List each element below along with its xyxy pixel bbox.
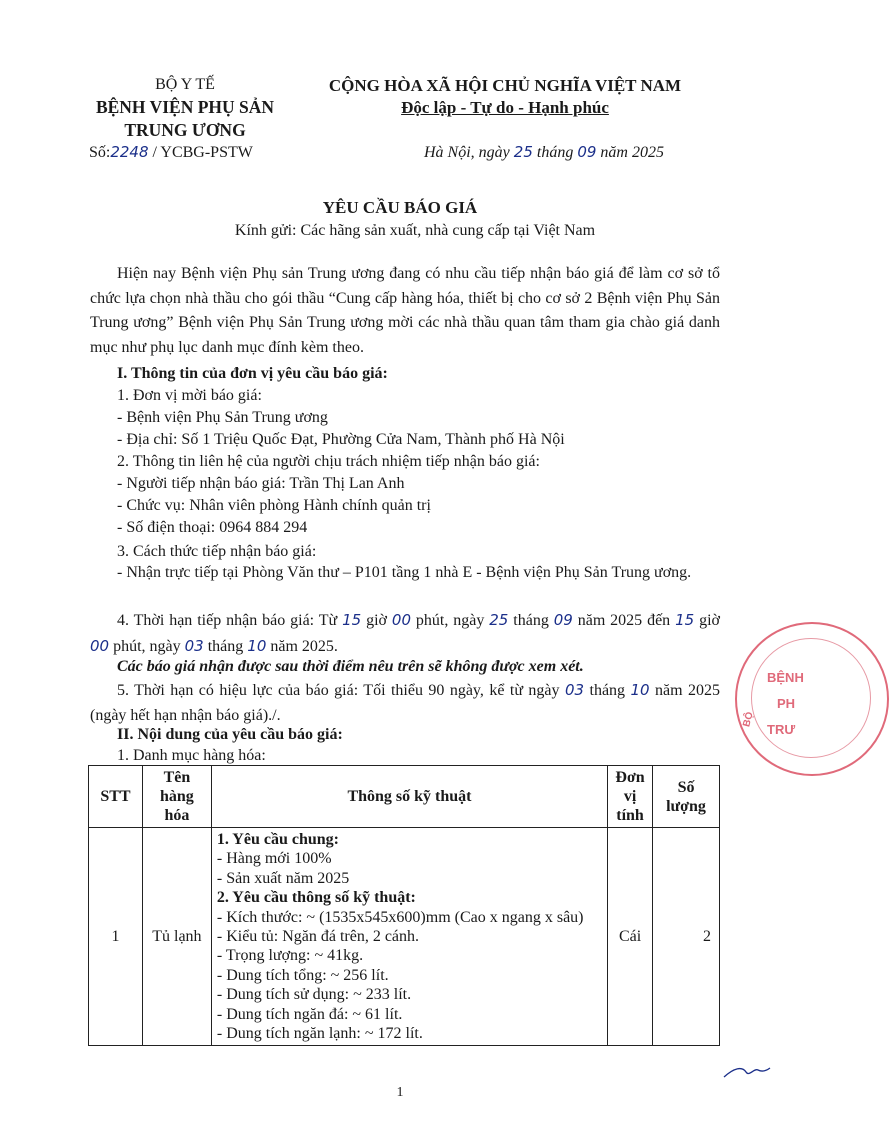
date-prefix: Hà Nội, ngày [424, 144, 510, 161]
validity-text-3: năm [655, 682, 683, 699]
header-unit: Đơn vị tính [608, 766, 653, 828]
doc-no-suffix: / YCBG-PSTW [152, 144, 253, 161]
deadline-text-1: 4. Thời hạn tiếp nhận báo giá: Từ [117, 612, 338, 629]
table-row [89, 828, 720, 1046]
ministry-name: BỘ Y TẾ [155, 76, 215, 93]
date-month-label: tháng [536, 144, 574, 161]
deadline-text-9: năm 2025. [270, 637, 338, 655]
date-day-handwritten: 25 [513, 143, 533, 161]
date-month-handwritten: 09 [577, 143, 597, 161]
spec-tech-5: - Dung tích sử dụng: ~ 233 lít. [216, 986, 412, 1004]
header-spec: Thông số kỹ thuật [211, 766, 607, 828]
doc-no-handwritten: 2248 [110, 143, 149, 161]
stamp-text-4: BỘ [741, 710, 756, 729]
validity-text-4: 2025 (ngày hết hạn nhận báo giá)./. [90, 682, 720, 724]
deadline-minute-start: 00 [391, 611, 411, 629]
late-quote-note: Các báo giá nhận được sau thời điểm nêu trên sẽ không được xem xét. [117, 658, 584, 675]
unit-name: - Bệnh viện Phụ Sản Trung ương [117, 409, 328, 426]
country-name: CỘNG HÒA XÃ HỘI CHỦ NGHĨA VIỆT NAM [328, 76, 682, 95]
header-name: Tên hàng hóa [142, 766, 211, 828]
quote-validity [90, 678, 720, 728]
stamp-text-1: BỆNH [767, 670, 804, 685]
spec-tech-6: - Dung tích ngăn đá: ~ 61 lít. [216, 1005, 403, 1023]
header-qty: Số lượng [653, 766, 720, 828]
row-qty: 2 [653, 828, 720, 1046]
spec-general-1: - Hàng mới 100% [216, 850, 332, 868]
deadline-hour-start: 15 [342, 611, 362, 629]
deadline-day-end: 03 [184, 636, 204, 655]
spec-general-2: - Sản xuất năm 2025 [216, 869, 350, 887]
page-number: 1 [396, 1085, 404, 1100]
section1-item1: 1. Đơn vị mời báo giá: [117, 387, 262, 404]
deadline-day-start: 25 [489, 611, 509, 629]
validity-day: 03 [564, 681, 585, 699]
spec-tech-4: - Dung tích tổng: ~ 256 lít. [216, 966, 389, 984]
validity-month: 10 [630, 681, 650, 699]
deadline-text-7: phút, ngày [113, 637, 181, 655]
deadline-month-start: 09 [553, 611, 573, 629]
deadline-text-2: giờ [366, 612, 387, 629]
hospital-name-line1: BỆNH VIỆN PHỤ SẢN [95, 97, 275, 117]
table-header-row [89, 766, 720, 828]
deadline-text-3: phút, ngày [415, 612, 485, 629]
receiver-position: - Chức vụ: Nhân viên phòng Hành chính quản trị [117, 497, 431, 514]
spec-tech-2: - Kiểu tủ: Ngăn đá trên, 2 cánh. [216, 928, 420, 946]
hospital-name-line2: TRUNG ƯƠNG [124, 120, 246, 140]
recipient-line: Kính gửi: Các hãng sản xuất, nhà cung cấp tại Việt Nam [234, 222, 596, 239]
motto-text: Độc lập - Tự do - Hạnh phúc [401, 98, 609, 117]
validity-text-1: 5. Thời hạn có hiệu lực của báo giá: Tối thiểu 90 ngày, kể từ ngày [117, 682, 560, 699]
header-stt: STT [89, 766, 143, 828]
national-motto [320, 98, 690, 118]
deadline-hour-end: 15 [675, 611, 695, 629]
stamp-text-3: TRƯ [767, 722, 796, 737]
section2-item1: 1. Danh mục hàng hóa: [117, 747, 266, 764]
deadline-text-5: năm 2025 đến [577, 612, 671, 629]
row-spec [211, 828, 607, 1046]
intro-paragraph: Hiện nay Bệnh viện Phụ sản Trung ương đang có nhu cầu tiếp nhận báo giá để làm cơ sở tổ chức lựa chọn nhà thầu cho gói thầu “Cung cấp hàng hóa, thiết bị cho cơ sở 2 Bệnh viện Phụ Sản Trung ương” Bệnh viện Phụ Sản Trung ương mời các nhà thầu quan tâm tham gia chào giá danh mục như phụ lục danh mục đính kèm theo. [90, 265, 720, 356]
document-number [89, 143, 253, 162]
section1-heading: I. Thông tin của đơn vị yêu cầu báo giá: [117, 365, 388, 382]
section1-item3: 3. Cách thức tiếp nhận báo giá: [117, 543, 317, 560]
deadline-text-8: tháng [207, 637, 244, 655]
spec-heading-tech: 2. Yêu cầu thông số kỹ thuật: [216, 889, 416, 907]
row-unit: Cái [608, 828, 653, 1046]
issue-date [424, 143, 664, 162]
deadline-month-end: 10 [247, 636, 267, 655]
deadline-minute-end: 00 [90, 636, 110, 655]
official-stamp [735, 622, 889, 776]
goods-table [88, 765, 720, 1046]
initials-mark-icon [722, 1062, 772, 1082]
row-name: Tủ lạnh [142, 828, 211, 1046]
spec-tech-7: - Dung tích ngăn lạnh: ~ 172 lít. [216, 1025, 423, 1043]
receiver-name: - Người tiếp nhận báo giá: Trần Thị Lan Anh [117, 475, 405, 492]
receiver-phone: - Số điện thoại: 0964 884 294 [117, 519, 308, 536]
section1-item2: 2. Thông tin liên hệ của người chịu trách nhiệm tiếp nhận báo giá: [117, 453, 540, 470]
deadline-text-6: giờ [699, 612, 720, 629]
unit-address: - Địa chỉ: Số 1 Triệu Quốc Đạt, Phường Cửa Nam, Thành phố Hà Nội [117, 431, 565, 448]
date-year: năm 2025 [600, 144, 664, 161]
receipt-method: - Nhận trực tiếp tại Phòng Văn thư – P101 tầng 1 nhà E - Bệnh viện Phụ Sản Trung ương. [117, 564, 692, 581]
section2-heading: II. Nội dung của yêu cầu báo giá: [117, 726, 343, 743]
stamp-inner-ring [751, 638, 871, 758]
quote-deadline [90, 608, 720, 659]
spec-tech-3: - Trọng lượng: ~ 41kg. [216, 947, 364, 965]
spec-heading-general: 1. Yêu cầu chung: [216, 831, 339, 848]
stamp-text-2: PH [777, 696, 796, 711]
doc-no-label: Số: [89, 144, 111, 161]
document-title: YÊU CẦU BÁO GIÁ [322, 198, 478, 217]
validity-text-2: tháng [589, 682, 626, 699]
row-stt: 1 [89, 828, 143, 1046]
deadline-text-4: tháng [513, 612, 549, 629]
spec-tech-1: - Kích thước: ~ (1535x545x600)mm (Cao x ngang x sâu) [216, 908, 584, 926]
